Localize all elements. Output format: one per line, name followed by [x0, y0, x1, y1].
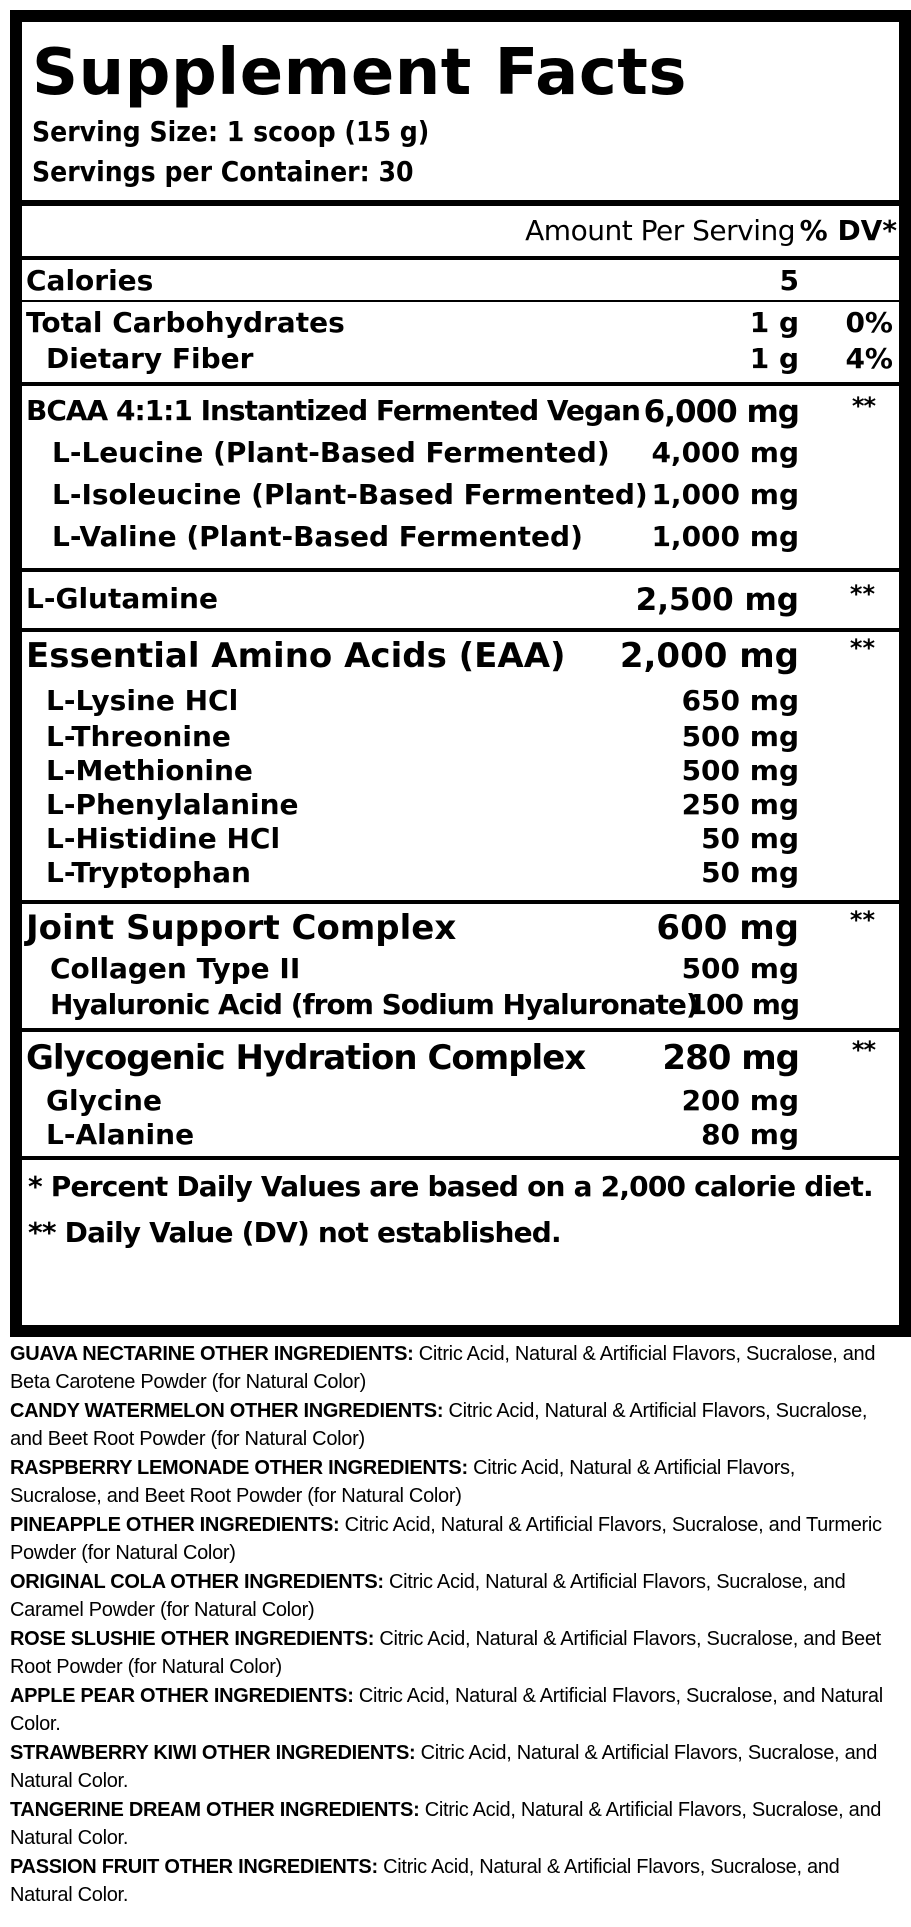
- nutrient-row: [22, 908, 899, 952]
- nutrient-amount: 4,000 mg: [651, 436, 799, 469]
- ingredient-text: Citric Acid, Natural & Artificial Flavors, Sucralose, and Natural Color.: [10, 1742, 878, 1792]
- ingredient-text: Citric Acid, Natural & Artificial Flavors, Sucralose, and Caramel Powder (for Natural Color): [10, 1571, 846, 1621]
- ingredient-entry: [10, 1568, 890, 1624]
- nutrient-name: L-Leucine (Plant-Based Fermented): [52, 436, 610, 469]
- divider: [22, 900, 899, 904]
- nutrient-amount: 250 mg: [681, 788, 799, 821]
- nutrient-row: [22, 478, 899, 520]
- divider: [22, 256, 899, 260]
- nutrient-name: Total Carbohydrates: [26, 306, 345, 339]
- nutrient-row: [22, 788, 899, 822]
- nutrient-amount: 280 mg: [662, 1038, 799, 1078]
- nutrient-amount: 5: [779, 264, 799, 297]
- nutrient-amount: 200 mg: [681, 1084, 799, 1117]
- ingredient-text: Citric Acid, Natural & Artificial Flavors, Sucralose, and Beet Root Powder (for Natural Color): [10, 1457, 796, 1507]
- nutrient-amount: 500 mg: [681, 754, 799, 787]
- nutrient-name: L-Methionine: [46, 754, 253, 787]
- nutrient-dv: **: [851, 1036, 875, 1064]
- divider: [22, 300, 899, 302]
- nutrient-amount: 1,000 mg: [651, 520, 799, 553]
- nutrient-row: [22, 952, 899, 988]
- ingredient-label: APPLE PEAR OTHER INGREDIENTS:: [10, 1685, 354, 1707]
- ingredient-entry: [10, 1397, 890, 1453]
- ingredient-label: STRAWBERRY KIWI OTHER INGREDIENTS:: [10, 1742, 416, 1764]
- nutrient-row: [22, 720, 899, 754]
- ingredient-text: Citric Acid, Natural & Artificial Flavors, Sucralose, and Beta Carotene Powder (for Natural Color): [10, 1343, 876, 1393]
- divider: [22, 1156, 899, 1160]
- nutrient-name: L-Threonine: [46, 720, 231, 753]
- ingredient-text: Citric Acid, Natural & Artificial Flavors, Sucralose, and Natural Color.: [10, 1685, 883, 1735]
- ingredient-label: TANGERINE DREAM OTHER INGREDIENTS:: [10, 1799, 420, 1821]
- nutrient-row: [22, 264, 899, 300]
- ingredient-entry: [10, 1853, 890, 1909]
- nutrient-row: [22, 1084, 899, 1118]
- nutrient-name: Essential Amino Acids (EAA): [26, 636, 566, 676]
- nutrient-dv: 0%: [845, 306, 893, 339]
- ingredient-text: Citric Acid, Natural & Artificial Flavors, Sucralose, and Beet Root Powder (for Natural Color): [10, 1400, 868, 1450]
- nutrient-amount: 1,000 mg: [651, 478, 799, 511]
- nutrient-row: [22, 1118, 899, 1156]
- nutrient-row: [22, 988, 899, 1028]
- ingredient-label: PINEAPPLE OTHER INGREDIENTS:: [10, 1514, 340, 1536]
- amount-per-serving-header: Amount Per Serving: [525, 214, 795, 247]
- panel-title: Supplement Facts: [32, 36, 687, 110]
- nutrient-amount: 100 mg: [687, 988, 799, 1021]
- nutrient-dv: 4%: [845, 342, 893, 375]
- nutrient-row: [22, 436, 899, 478]
- nutrient-name: Joint Support Complex: [26, 908, 457, 948]
- divider: [22, 568, 899, 572]
- nutrient-name: L-Histidine HCl: [46, 822, 281, 855]
- nutrient-amount: 50 mg: [701, 856, 799, 889]
- ingredient-entry: [10, 1340, 890, 1396]
- nutrient-row: [22, 1038, 899, 1084]
- ingredient-label: GUAVA NECTARINE OTHER INGREDIENTS:: [10, 1343, 414, 1365]
- ingredient-entry: [10, 1739, 890, 1795]
- footnote-not-established: ** Daily Value (DV) not established.: [28, 1216, 561, 1249]
- divider: [22, 628, 899, 632]
- nutrient-dv: **: [849, 906, 875, 934]
- nutrient-dv: **: [851, 392, 875, 420]
- servings-per-container: Servings per Container: 30: [32, 155, 414, 188]
- ingredient-label: ROSE SLUSHIE OTHER INGREDIENTS:: [10, 1628, 375, 1650]
- nutrient-name: L-Tryptophan: [46, 856, 251, 889]
- ingredient-entry: [10, 1511, 890, 1567]
- nutrient-name: L-Isoleucine (Plant-Based Fermented): [52, 478, 648, 511]
- ingredient-text: Citric Acid, Natural & Artificial Flavors, Sucralose, and Natural Color.: [10, 1799, 882, 1849]
- ingredient-text: Citric Acid, Natural & Artificial Flavors, Sucralose, and Turmeric Powder (for Natural Color): [10, 1514, 882, 1564]
- ingredient-entry: [10, 1682, 890, 1738]
- nutrient-amount: 50 mg: [701, 822, 799, 855]
- column-header: [22, 206, 899, 256]
- ingredient-label: RASPBERRY LEMONADE OTHER INGREDIENTS:: [10, 1457, 468, 1479]
- ingredient-entry: [10, 1454, 890, 1510]
- nutrient-name: Dietary Fiber: [46, 342, 254, 375]
- nutrient-name: Glycine: [46, 1084, 162, 1117]
- footnote-dv: * Percent Daily Values are based on a 2,000 calorie diet.: [28, 1170, 873, 1203]
- nutrient-amount: 1 g: [749, 306, 799, 339]
- nutrient-row: [22, 342, 899, 378]
- nutrient-name: L-Valine (Plant-Based Fermented): [52, 520, 583, 553]
- ingredient-entry: [10, 1625, 890, 1681]
- nutrient-amount: 650 mg: [681, 684, 799, 717]
- nutrient-row: [22, 306, 899, 342]
- ingredient-text: Citric Acid, Natural & Artificial Flavors, Sucralose, and Beet Root Powder (for Natural Color): [10, 1628, 881, 1678]
- nutrient-name: L-Glutamine: [26, 582, 218, 615]
- ingredient-label: PASSION FRUIT OTHER INGREDIENTS:: [10, 1856, 378, 1878]
- ingredient-entry: [10, 1796, 890, 1852]
- nutrient-name: Collagen Type II: [50, 952, 301, 985]
- nutrient-amount: 1 g: [749, 342, 799, 375]
- nutrient-name: Calories: [26, 264, 154, 297]
- nutrient-amount: 600 mg: [656, 908, 799, 948]
- ingredient-label: ORIGINAL COLA OTHER INGREDIENTS:: [10, 1571, 384, 1593]
- divider: [22, 1028, 899, 1032]
- nutrient-amount: 80 mg: [701, 1118, 799, 1151]
- nutrient-row: [22, 582, 899, 628]
- nutrient-dv: **: [849, 634, 875, 662]
- nutrient-row: [22, 684, 899, 720]
- nutrient-row: [22, 394, 899, 436]
- nutrient-row: [22, 636, 899, 684]
- supplement-facts-panel: [10, 10, 911, 1337]
- nutrient-name: L-Lysine HCl: [46, 684, 239, 717]
- ingredient-text: Citric Acid, Natural & Artificial Flavors, Sucralose, and Natural Color.: [10, 1856, 840, 1906]
- nutrient-row: [22, 822, 899, 856]
- nutrient-name: L-Phenylalanine: [46, 788, 299, 821]
- other-ingredients: [10, 1340, 890, 1910]
- nutrient-row: [22, 856, 899, 900]
- nutrient-amount: 2,500 mg: [635, 582, 799, 618]
- nutrient-name: Hyaluronic Acid (from Sodium Hyaluronate): [50, 988, 698, 1021]
- nutrient-amount: 500 mg: [681, 952, 799, 985]
- nutrient-dv: **: [849, 580, 875, 608]
- dv-header: % DV*: [799, 214, 897, 247]
- nutrient-amount: 2,000 mg: [619, 636, 799, 676]
- serving-size: Serving Size: 1 scoop (15 g): [32, 115, 430, 148]
- ingredient-label: CANDY WATERMELON OTHER INGREDIENTS:: [10, 1400, 444, 1422]
- nutrient-amount: 6,000 mg: [643, 394, 799, 430]
- nutrient-row: [22, 520, 899, 564]
- nutrient-name: L-Alanine: [46, 1118, 195, 1151]
- nutrient-name: Glycogenic Hydration Complex: [26, 1038, 586, 1078]
- nutrient-row: [22, 754, 899, 788]
- nutrient-amount: 500 mg: [681, 720, 799, 753]
- divider: [22, 382, 899, 386]
- nutrient-name: BCAA 4:1:1 Instantized Fermented Vegan: [26, 394, 640, 427]
